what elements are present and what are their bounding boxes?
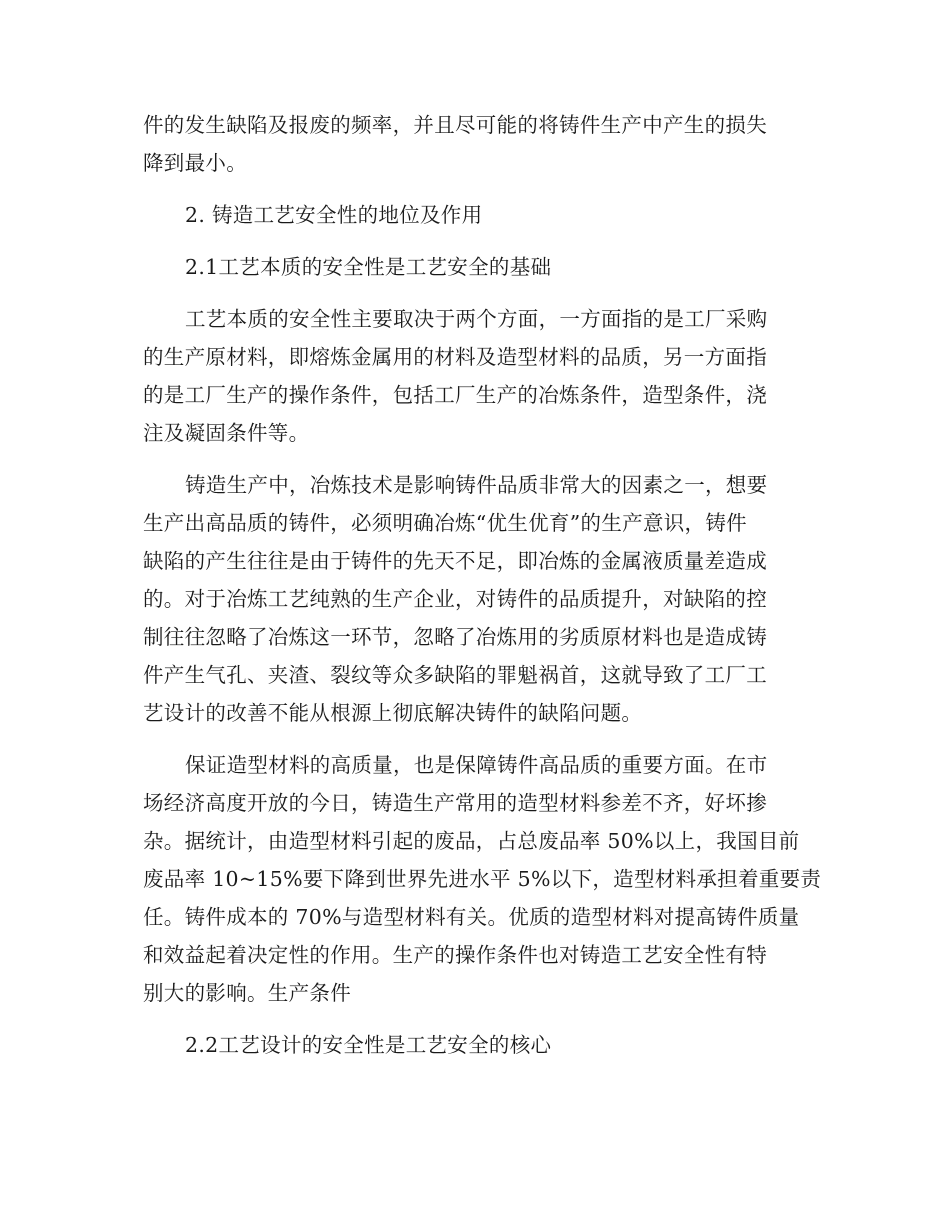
section-heading-2: 2. 铸造工艺安全性的地位及作用 [185, 203, 483, 227]
paragraph-line: 的是工厂生产的操作条件，包括工厂生产的冶炼条件，造型条件，浇 [143, 383, 767, 407]
paragraph-line: 和效益起着决定性的作用。生产的操作条件也对铸造工艺安全性有特 [143, 943, 767, 967]
paragraph-line: 工艺本质的安全性主要取决于两个方面，一方面指的是工厂采购 [185, 307, 768, 331]
paragraph-line: 的生产原材料，即熔炼金属用的材料及造型材料的品质，另一方面指 [143, 345, 767, 369]
paragraph-line: 缺陷的产生往往是由于铸件的先天不足，即冶炼的金属液质量差造成 [143, 549, 767, 573]
paragraph-line: 注及凝固条件等。 [143, 421, 310, 445]
intro-line: 降到最小。 [143, 151, 247, 175]
paragraph-line: 制往往忽略了冶炼这一环节，忽略了冶炼用的劣质原材料也是造成铸 [143, 625, 767, 649]
paragraph-line: 任。铸件成本的 70%与造型材料有关。优质的造型材料对提高铸件质量 [143, 905, 800, 929]
paragraph-line: 生产出高品质的铸件，必须明确冶炼“优生优育”的生产意识，铸件 [143, 511, 747, 535]
intro-line: 件的发生缺陷及报废的频率，并且尽可能的将铸件生产中产生的损失 [143, 113, 767, 137]
paragraph-line: 废品率 10~15%要下降到世界先进水平 5%以下，造型材料承担着重要责 [143, 867, 822, 891]
paragraph-line: 件产生气孔、夹渣、裂纹等众多缺陷的罪魁祸首，这就导致了工厂工 [143, 663, 767, 687]
paragraph-line: 杂。据统计，由造型材料引起的废品，占总废品率 50%以上，我国目前 [143, 829, 800, 853]
paragraph-line: 别大的影响。生产条件 [143, 981, 351, 1005]
paragraph-line: 保证造型材料的高质量，也是保障铸件高品质的重要方面。在市 [185, 753, 768, 777]
section-heading-2-2: 2.2工艺设计的安全性是工艺安全的核心 [185, 1033, 552, 1057]
paragraph-line: 场经济高度开放的今日，铸造生产常用的造型材料参差不齐，好坏掺 [143, 791, 767, 815]
paragraph-line: 铸造生产中，冶炼技术是影响铸件品质非常大的因素之一，想要 [185, 473, 768, 497]
paragraph-line: 艺设计的改善不能从根源上彻底解决铸件的缺陷问题。 [143, 701, 643, 725]
section-heading-2-1: 2.1工艺本质的安全性是工艺安全的基础 [185, 255, 552, 279]
paragraph-line: 的。对于冶炼工艺纯熟的生产企业，对铸件的品质提升，对缺陷的控 [143, 587, 767, 611]
